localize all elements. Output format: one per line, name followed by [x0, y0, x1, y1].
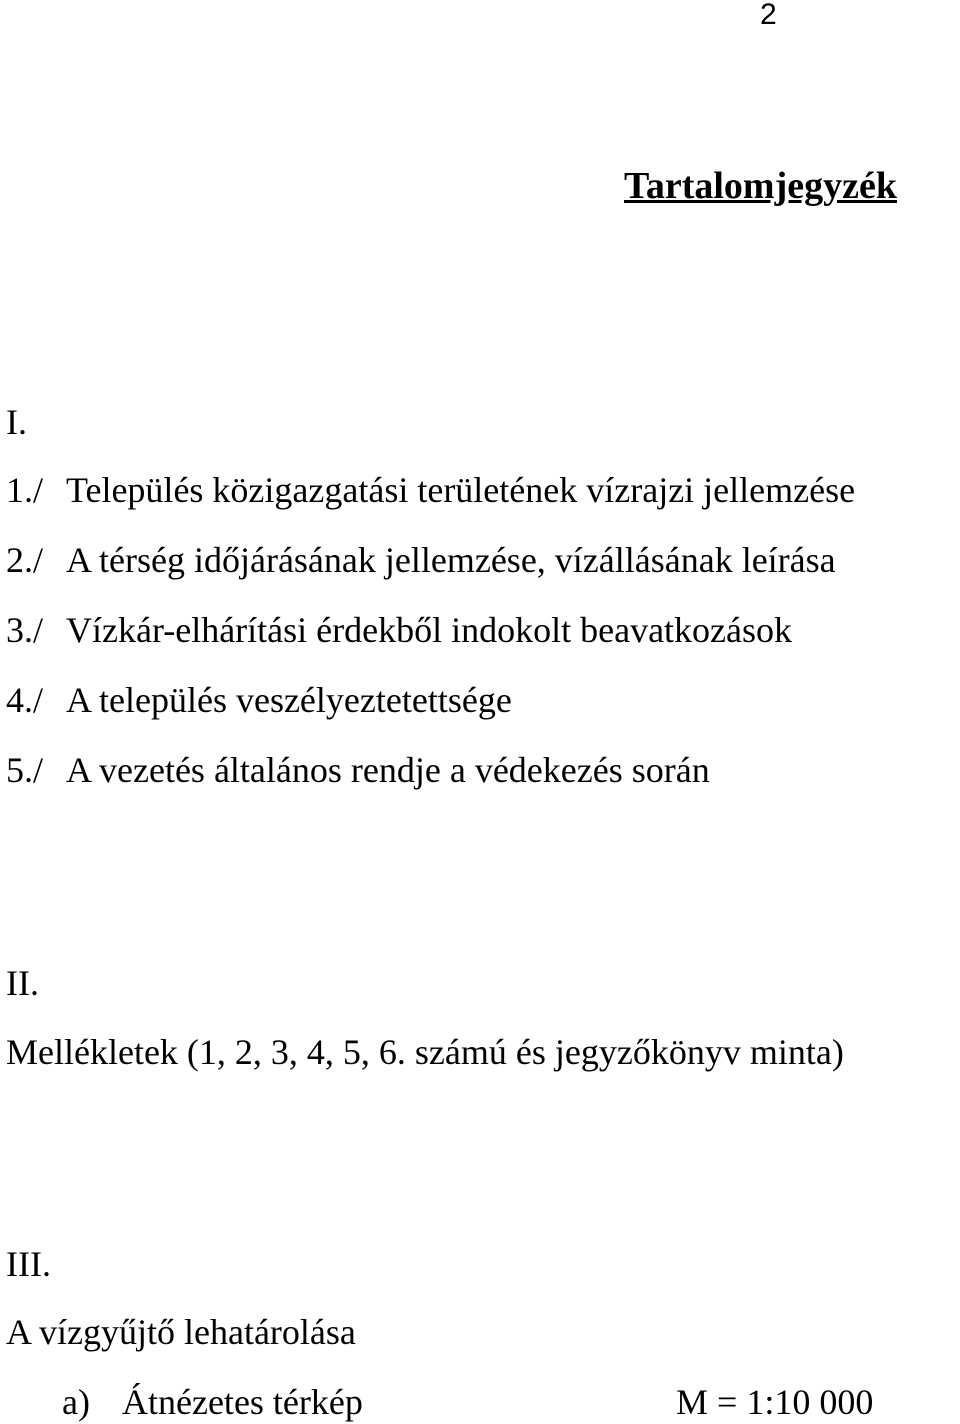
- section-2-text: Mellékletek (1, 2, 3, 4, 5, 6. számú és jegyzőkönyv minta): [6, 1032, 844, 1072]
- sub-item-marker: a): [62, 1382, 90, 1422]
- sub-item-text: Átnézetes térkép: [122, 1382, 363, 1422]
- section-2-heading: II.: [6, 963, 39, 1003]
- toc-item-text: Település közigazgatási területének vízrajzi jellemzése: [66, 470, 856, 510]
- toc-item: [6, 470, 855, 510]
- toc-item-text: A település veszélyeztetettsége: [66, 680, 512, 720]
- section-3-heading: III.: [6, 1244, 51, 1284]
- toc-item-text: A vezetés általános rendje a védekezés során: [66, 750, 710, 790]
- toc-item-number: 1./: [6, 470, 44, 510]
- toc-item: [6, 750, 710, 790]
- toc-item: [6, 610, 792, 650]
- toc-item-text: A térség időjárásának jellemzése, vízállásának leírása: [66, 540, 836, 580]
- toc-item-number: 2./: [6, 540, 44, 580]
- toc-item-number: 3./: [6, 610, 44, 650]
- toc-item-number: 4./: [6, 680, 44, 720]
- map-scale: M = 1:10 000: [676, 1382, 874, 1422]
- toc-item: [6, 540, 836, 580]
- section-3-text: A vízgyűjtő lehatárolása: [6, 1312, 356, 1352]
- sub-item: [62, 1382, 363, 1422]
- page-number: 2: [760, 0, 777, 31]
- section-1-heading: I.: [6, 402, 27, 442]
- page-title: Tartalomjegyzék: [624, 165, 897, 207]
- toc-item: [6, 680, 512, 720]
- toc-item-text: Vízkár-elhárítási érdekből indokolt beavatkozások: [66, 610, 793, 650]
- toc-item-number: 5./: [6, 750, 44, 790]
